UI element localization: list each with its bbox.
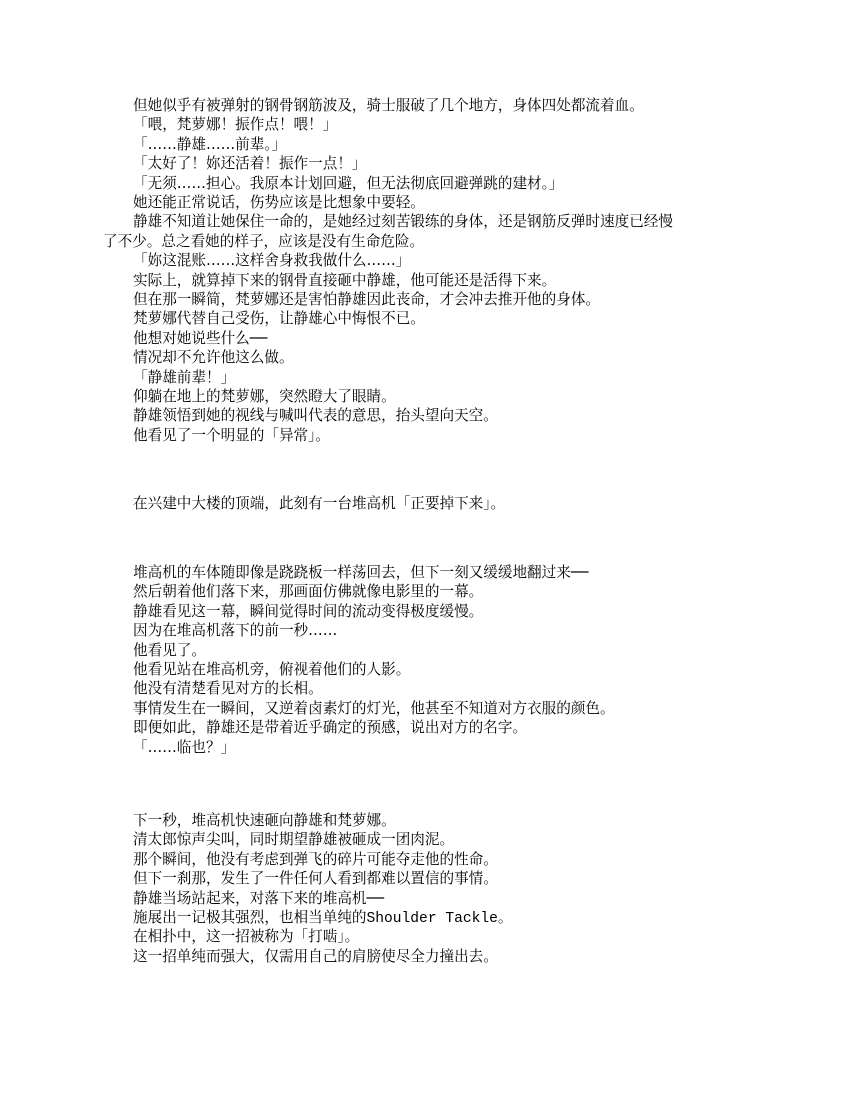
paragraph-line: 静雄领悟到她的视线与喊叫代表的意思，抬头望向天空。 bbox=[133, 407, 498, 425]
paragraph-line: 即便如此，静雄还是带着近乎确定的预感，说出对方的名字。 bbox=[133, 719, 528, 737]
line-text: 施展出一记极其强烈，也相当单纯的 bbox=[133, 909, 367, 926]
dialogue-line: 「静雄前辈！」 bbox=[133, 368, 236, 386]
paragraph-line: 事情发生在一瞬间，又逆着卤素灯的灯光，他甚至不知道对方衣服的颜色。 bbox=[133, 699, 615, 717]
paragraph-line: 他没有清楚看见对方的长相。 bbox=[133, 680, 323, 698]
paragraph-line: 实际上，就算掉下来的钢骨直接砸中静雄，他可能还是活得下来。 bbox=[133, 271, 557, 289]
dialogue-line: 「……静雄……前辈。」 bbox=[133, 135, 287, 153]
paragraph-line: 静雄当场站起来，对落下来的堆高机── bbox=[133, 889, 385, 907]
paragraph-line: 静雄不知道让她保住一命的，是她经过刻苦锻练的身体，还是钢筋反弹时速度已经慢 bbox=[133, 213, 673, 231]
paragraph-line: 他想对她说些什么── bbox=[133, 329, 268, 347]
dialogue-line: 「无须……担心。我原本计划回避，但无法彻底回避弹跳的建材。」 bbox=[133, 174, 564, 192]
paragraph-line-continued: 了不少。总之看她的样子，应该是没有生命危险。 bbox=[103, 232, 425, 250]
paragraph-line: 在相扑中，这一招被称为「打啮」。 bbox=[133, 928, 360, 946]
paragraph-line: 他看见了。 bbox=[133, 641, 206, 659]
paragraph-line: 她还能正常说话，伤势应该是比想象中要轻。 bbox=[133, 194, 425, 211]
paragraph-line: 堆高机的车体随即像是跷跷板一样荡回去，但下一刻又缓缓地翻过来── bbox=[133, 564, 589, 581]
latin-term: Shoulder Tackle bbox=[366, 911, 498, 927]
paragraph-line: 在兴建中大楼的顶端，此刻有一台堆高机「正要掉下来」。 bbox=[133, 495, 506, 512]
paragraph-line: 情况却不允许他这么做。 bbox=[133, 349, 294, 367]
paragraph-line: 仰躺在地上的梵萝娜，突然瞪大了眼睛。 bbox=[133, 388, 396, 405]
paragraph-line: 梵萝娜代替自己受伤，让静雄心中悔恨不已。 bbox=[133, 310, 425, 328]
paragraph-line: 清太郎惊声尖叫，同时期望静雄被砸成一团肉泥。 bbox=[133, 831, 455, 849]
paragraph-line: 静雄看见这一幕，瞬间觉得时间的流动变得极度缓慢。 bbox=[133, 602, 484, 620]
paragraph-line bbox=[103, 908, 783, 929]
dialogue-line: 「妳这混账……这样舍身救我做什么……」 bbox=[133, 252, 411, 270]
paragraph-line: 然后朝着他们落下来，那画面仿佛就像电影里的一幕。 bbox=[133, 583, 484, 601]
paragraph-line: 因为在堆高机落下的前一秒…… bbox=[133, 622, 338, 640]
paragraph-line: 这一招单纯而强大，仅需用自己的肩膀使尽全力撞出去。 bbox=[133, 947, 498, 965]
paragraph-line: 下一秒，堆高机快速砸向静雄和梵萝娜。 bbox=[133, 812, 396, 829]
paragraph-line: 他看见了一个明显的「异常」。 bbox=[133, 426, 331, 444]
paragraph-line: 但下一刹那，发生了一件任何人看到都难以置信的事情。 bbox=[133, 870, 498, 888]
paragraph-line: 但在那一瞬简，梵萝娜还是害怕静雄因此丧命，才会冲去推开他的身体。 bbox=[133, 291, 601, 308]
dialogue-line: 「喂，梵萝娜！振作点！喂！」 bbox=[133, 116, 338, 134]
dialogue-line: 「太好了！妳还活着！振作一点！」 bbox=[133, 155, 367, 173]
dialogue-line: 「……临也？」 bbox=[133, 738, 236, 756]
paragraph-line: 但她似乎有被弹射的钢骨钢筋波及，骑士服破了几个地方，身体四处都流着血。 bbox=[133, 97, 644, 114]
line-punctuation: 。 bbox=[497, 909, 513, 926]
paragraph-line: 那个瞬间，他没有考虑到弹飞的碎片可能夺走他的性命。 bbox=[133, 850, 498, 868]
paragraph-line: 他看见站在堆高机旁，俯视着他们的人影。 bbox=[133, 661, 411, 678]
